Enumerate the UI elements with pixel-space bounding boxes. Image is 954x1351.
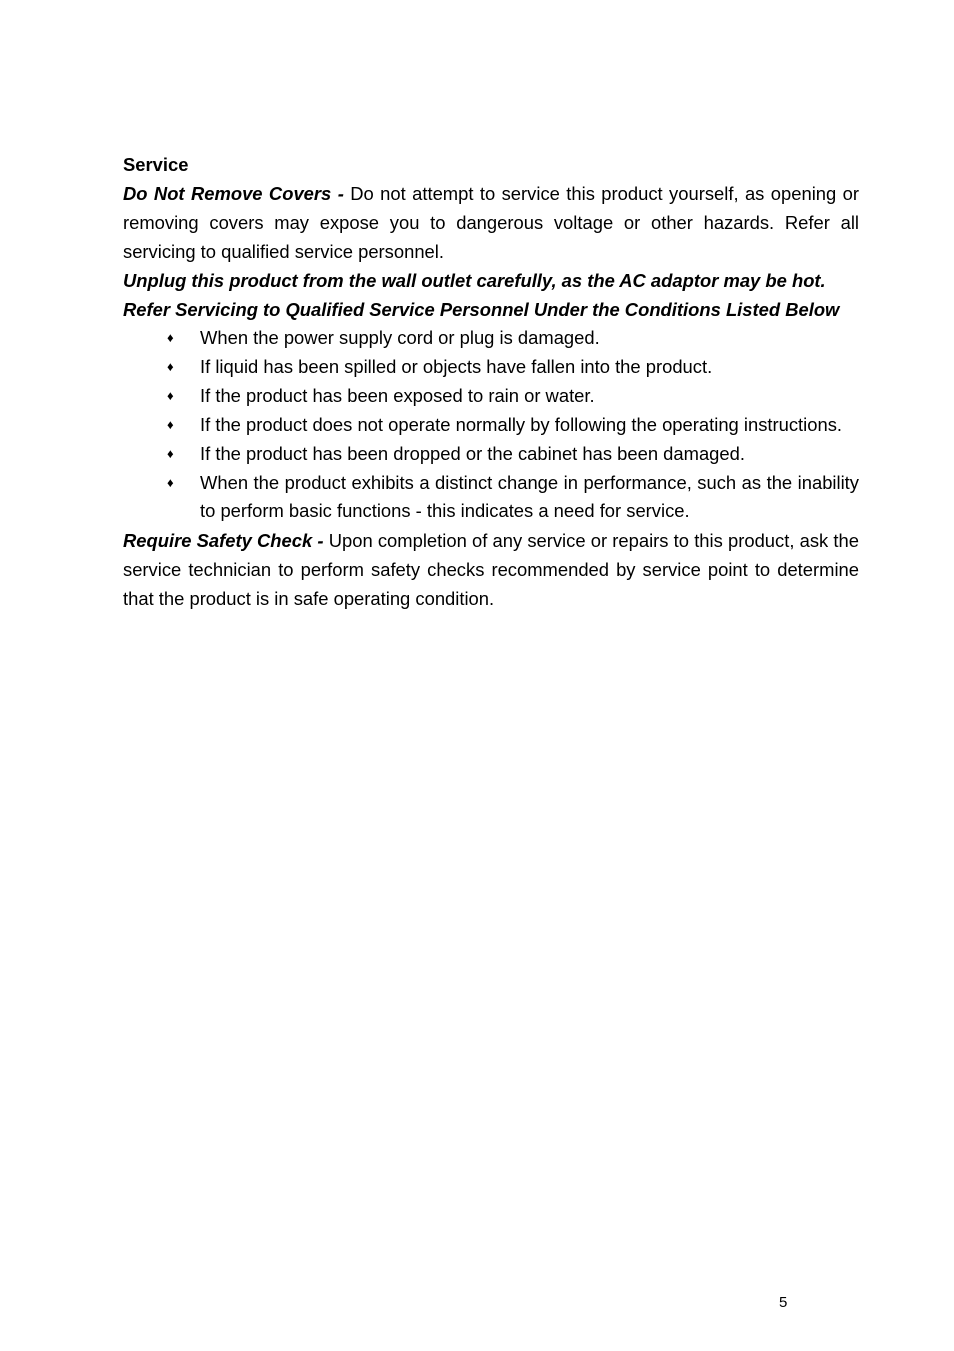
safety-check-lead: Require Safety Check - — [123, 530, 324, 551]
covers-lead: Do Not Remove Covers - — [123, 183, 344, 204]
covers-paragraph — [123, 179, 859, 266]
list-item — [167, 324, 859, 352]
safety-check-paragraph — [123, 526, 859, 613]
document-body — [123, 150, 859, 613]
list-item-text: If the product does not operate normally by following the operating instructions. — [200, 414, 843, 435]
list-item — [167, 469, 859, 525]
list-item — [167, 353, 859, 381]
list-item — [167, 411, 859, 439]
diamond-bullet-icon: ♦ — [167, 388, 174, 403]
diamond-bullet-icon: ♦ — [167, 359, 174, 374]
safety-check-text: Upon completion of any service or repairs to this product, ask the service technician to perform safety checks recommended by service point to determine that the product is in safe operating condition. — [123, 530, 859, 609]
list-item-text: When the power supply cord or plug is damaged. — [200, 327, 600, 348]
conditions-list — [123, 324, 859, 525]
list-item-text: If liquid has been spilled or objects have fallen into the product. — [200, 356, 713, 377]
diamond-bullet-icon: ♦ — [167, 417, 174, 432]
covers-text: Do not attempt to service this product yourself, as opening or removing covers may expose you to dangerous voltage or other hazards. Refer all servicing to qualified service personnel. — [123, 183, 859, 262]
conditions-heading: Refer Servicing to Qualified Service Personnel Under the Conditions Listed Below — [123, 299, 840, 320]
page-number: 5 — [779, 1294, 788, 1311]
diamond-bullet-icon: ♦ — [167, 446, 174, 461]
unplug-notice: Unplug this product from the wall outlet carefully, as the AC adaptor may be hot. — [123, 270, 826, 291]
list-item-text: If the product has been exposed to rain or water. — [200, 385, 595, 406]
list-item-text: When the product exhibits a distinct change in performance, such as the inability to perform basic functions - this indicates a need for service. — [200, 472, 859, 521]
diamond-bullet-icon: ♦ — [167, 475, 174, 490]
list-item — [167, 440, 859, 468]
section-heading: Service — [123, 154, 189, 175]
list-item — [167, 382, 859, 410]
diamond-bullet-icon: ♦ — [167, 330, 174, 345]
list-item-text: If the product has been dropped or the cabinet has been damaged. — [200, 443, 745, 464]
